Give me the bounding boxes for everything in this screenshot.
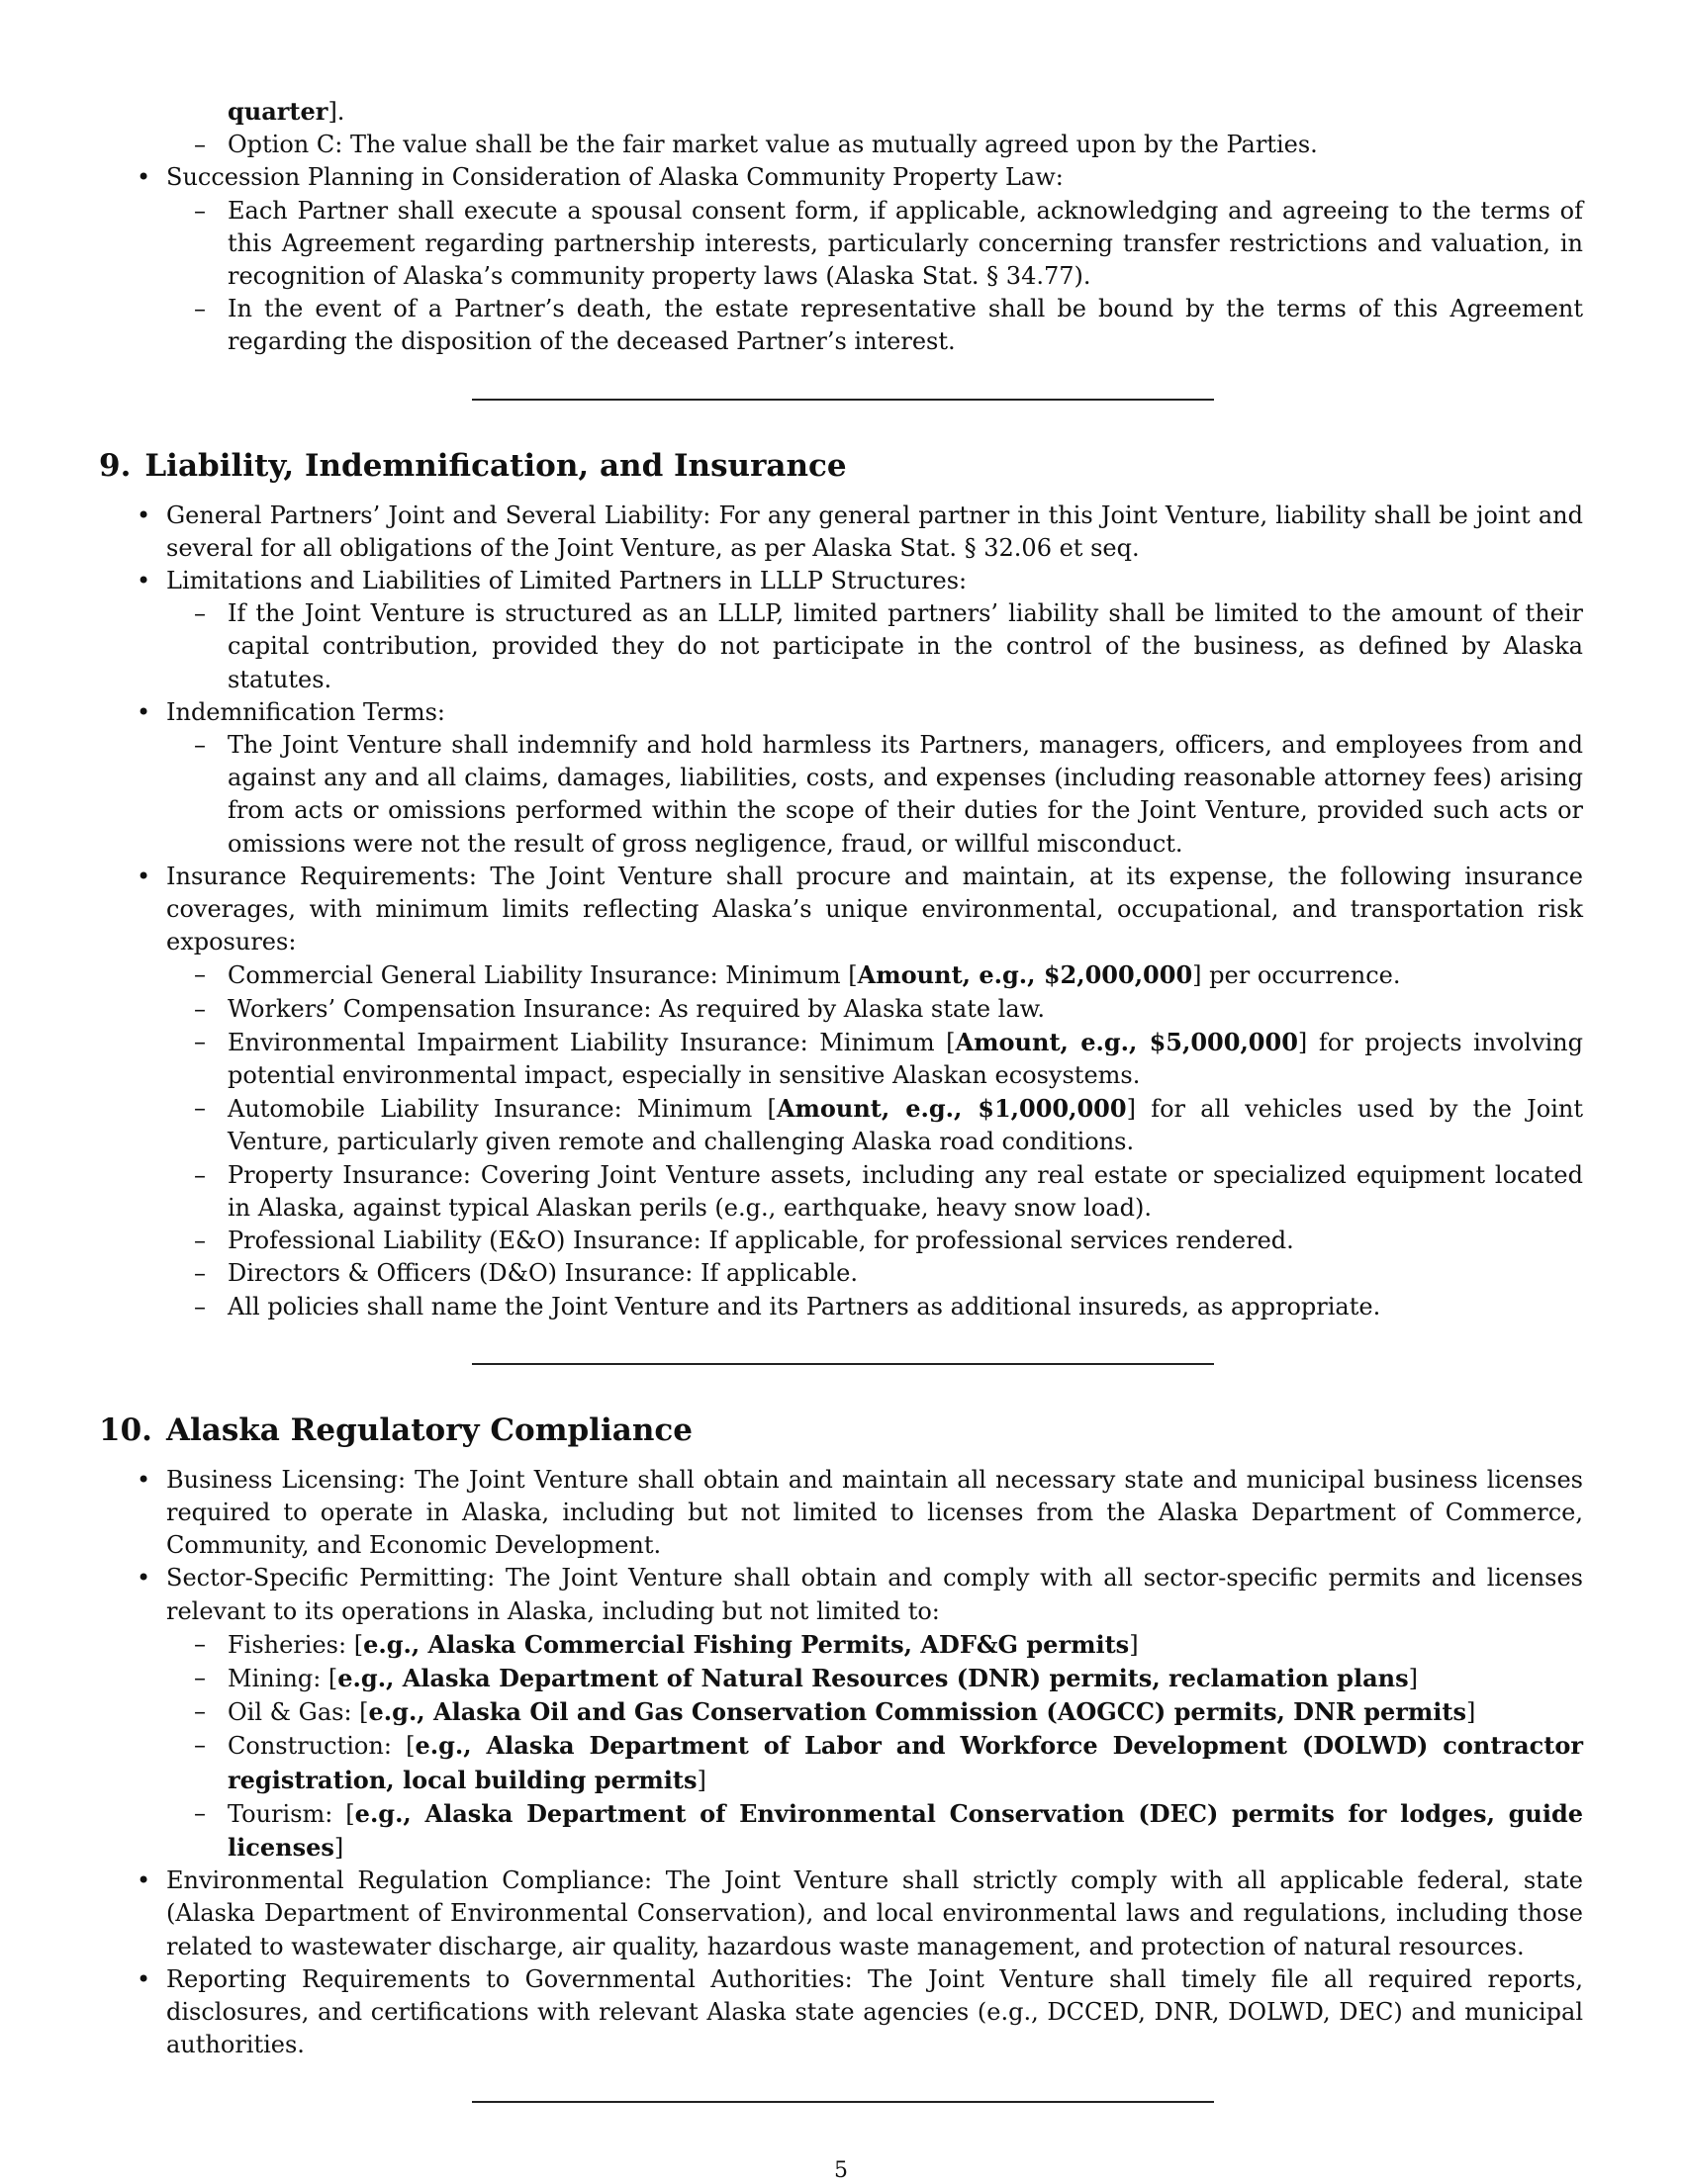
dash-marker: – — [194, 1094, 206, 1123]
dash-marker: – — [194, 1663, 206, 1691]
dash-marker: – — [194, 960, 206, 989]
option-c-item: – Option C: The value shall be the fair market value as mutually agreed upon by the Parties. — [99, 129, 1583, 161]
mining-item: – Mining: [e.g., Alaska Department of Natural Resources (DNR) permits, reclamation plans] — [99, 1662, 1583, 1695]
environmental-insurance-item: – Environmental Impairment Liability Insurance: Minimum [Amount, e.g., $5,000,000] for projects involving potential environmental impact, especially in sensitive Alaskan ecosystems. — [194, 1027, 1584, 1090]
automobile-insurance-item: – Automobile Liability Insurance: Minimum [Amount, e.g., $1,000,000] for all vehicles used by the Joint Venture, particularly given remote and challenging Alaska road conditions. — [194, 1094, 1584, 1156]
section-divider — [472, 399, 1214, 401]
bullet-marker: • — [137, 1465, 151, 1494]
bullet-marker: • — [137, 1964, 151, 1993]
lllp-item: – If the Joint Venture is structured as an LLLP, limited partners’ liability shall be limited to the amount of their capital contribution, provided they do not participate in the control of the business, as defined by Alaska statutes. — [194, 599, 1583, 693]
bullet-marker: • — [137, 1866, 151, 1895]
environmental-compliance-item: • Environmental Regulation Compliance: The Joint Venture shall strictly comply with all applicable federal, state (Alaska Department of Environmental Conservation), and local environmental laws and regulations, including those related to wastewater discharge, air quality, hazardous waste management, and protection of natural resources. — [137, 1866, 1583, 1960]
policies-item: – All policies shall name the Joint Venture and its Partners as additional insureds, as appropriate. — [99, 1291, 1583, 1323]
dash-marker: – — [194, 295, 206, 323]
limited-partners-item: • Limitations and Liabilities of Limited Partners in LLLP Structures: — [99, 565, 1583, 597]
professional-liability-item: – Professional Liability (E&O) Insurance: If applicable, for professional services rendered. — [99, 1225, 1583, 1257]
dash-marker: – — [194, 131, 206, 159]
directors-officers-item: – Directors & Officers (D&O) Insurance: If applicable. — [99, 1257, 1583, 1290]
dash-marker: – — [194, 1629, 206, 1658]
indemnification-item: • Indemnification Terms: — [99, 696, 1583, 729]
bullet-marker: • — [137, 862, 151, 890]
section-divider — [472, 2101, 1214, 2103]
page-number: 5 — [834, 2158, 848, 2183]
indemnify-item: – The Joint Venture shall indemnify and hold harmless its Partners, managers, officers, and employees from and against any and all claims, damages, liabilities, costs, and expenses (including reasonable attorney fees) arising from acts or omissions performed within the scope of their duties for the Joint Venture, provided such acts or omissions were not the result of gross negligence, fraud, or willful misconduct. — [194, 731, 1583, 858]
succession-item: • Succession Planning in Consideration of Alaska Community Property Law: — [99, 161, 1583, 194]
reporting-requirements-item: • Reporting Requirements to Governmental Authorities: The Joint Venture shall timely file all required reports, disclosures, and certifications with relevant Alaska state agencies (e.g., DCCED, DNR, DOLWD, DEC) and municipal authorities. — [137, 1964, 1583, 2059]
tourism-item: – Tourism: [e.g., Alaska Department of Environmental Conservation (DEC) permits for lodges, guide licenses] — [194, 1798, 1583, 1862]
dash-marker: – — [194, 1731, 206, 1760]
cgl-item: – Commercial General Liability Insurance: Minimum [Amount, e.g., $2,000,000] per occurrence. — [99, 958, 1583, 992]
dash-marker: – — [194, 599, 206, 628]
sector-permitting-item: • Sector-Specific Permitting: The Joint Venture shall obtain and comply with all sector-specific permits and licenses relevant to its operations in Alaska, including but not limited to: — [137, 1564, 1583, 1625]
dash-marker: – — [194, 994, 206, 1023]
dash-marker: – — [194, 1697, 206, 1726]
dash-marker: – — [194, 1027, 206, 1055]
dash-marker: – — [194, 196, 206, 225]
dash-marker: – — [194, 1292, 206, 1320]
property-insurance-item: – Property Insurance: Covering Joint Venture assets, including any real estate or specialized equipment located in Alaska, against typical Alaskan perils (e.g., earthquake, heavy snow load). — [194, 1160, 1583, 1222]
construction-item: – Construction: [e.g., Alaska Department of Labor and Workforce Development (DOLWD) contractor registration, local building permits] — [194, 1731, 1584, 1794]
bullet-marker: • — [137, 1564, 151, 1592]
insurance-item: • Insurance Requirements: The Joint Venture shall procure and maintain, at its expense, the following insurance coverages, with minimum limits reflecting Alaska’s unique environmental, occupational, and transportation risk exposures: — [137, 862, 1583, 956]
fisheries-item: – Fisheries: [e.g., Alaska Commercial Fishing Permits, ADF&G permits] — [99, 1628, 1583, 1662]
dash-marker: – — [194, 1798, 206, 1827]
bullet-marker: • — [137, 567, 151, 595]
section-divider — [472, 1363, 1214, 1365]
dash-marker: – — [194, 1259, 206, 1288]
bullet-marker: • — [137, 697, 151, 726]
succession-death-item: – In the event of a Partner’s death, the estate representative shall be bound by the terms of this Agreement regarding the disposition of the deceased Partner’s interest. — [194, 295, 1583, 356]
dash-marker: – — [194, 1227, 206, 1255]
section-9-heading: 9. Liability, Indemnification, and Insurance — [99, 447, 847, 484]
continued-text: quarter]. — [228, 97, 345, 126]
dash-marker: – — [194, 731, 206, 760]
business-licensing-item: • Business Licensing: The Joint Venture shall obtain and maintain all necessary state and municipal business licenses required to operate in Alaska, including but not limited to licenses from the Alaska Department of Commerce, Community, and Economic Development. — [137, 1465, 1583, 1560]
bullet-marker: • — [137, 163, 151, 192]
workers-comp-item: – Workers’ Compensation Insurance: As required by Alaska state law. — [99, 993, 1583, 1026]
general-liability-item: • General Partners’ Joint and Several Liability: For any general partner in this Joint Venture, liability shall be joint and several for all obligations of the Joint Venture, as per Alaska Stat. § 32.06 et seq. — [137, 500, 1583, 562]
document-page — [99, 95, 1583, 2103]
oil-gas-item: – Oil & Gas: [e.g., Alaska Oil and Gas Conservation Commission (AOGCC) permits, DNR permits] — [99, 1695, 1583, 1729]
dash-marker: – — [194, 1160, 206, 1189]
bullet-marker: • — [137, 500, 151, 529]
section-10-heading: 10. Alaska Regulatory Compliance — [99, 1411, 693, 1448]
succession-consent-item: – Each Partner shall execute a spousal consent form, if applicable, acknowledging and agreeing to the terms of this Agreement regarding partnership interests, particularly concerning transfer restrictions and valuation, in recognition of Alaska’s community property laws (Alaska Stat. § 34.77). — [194, 196, 1583, 291]
